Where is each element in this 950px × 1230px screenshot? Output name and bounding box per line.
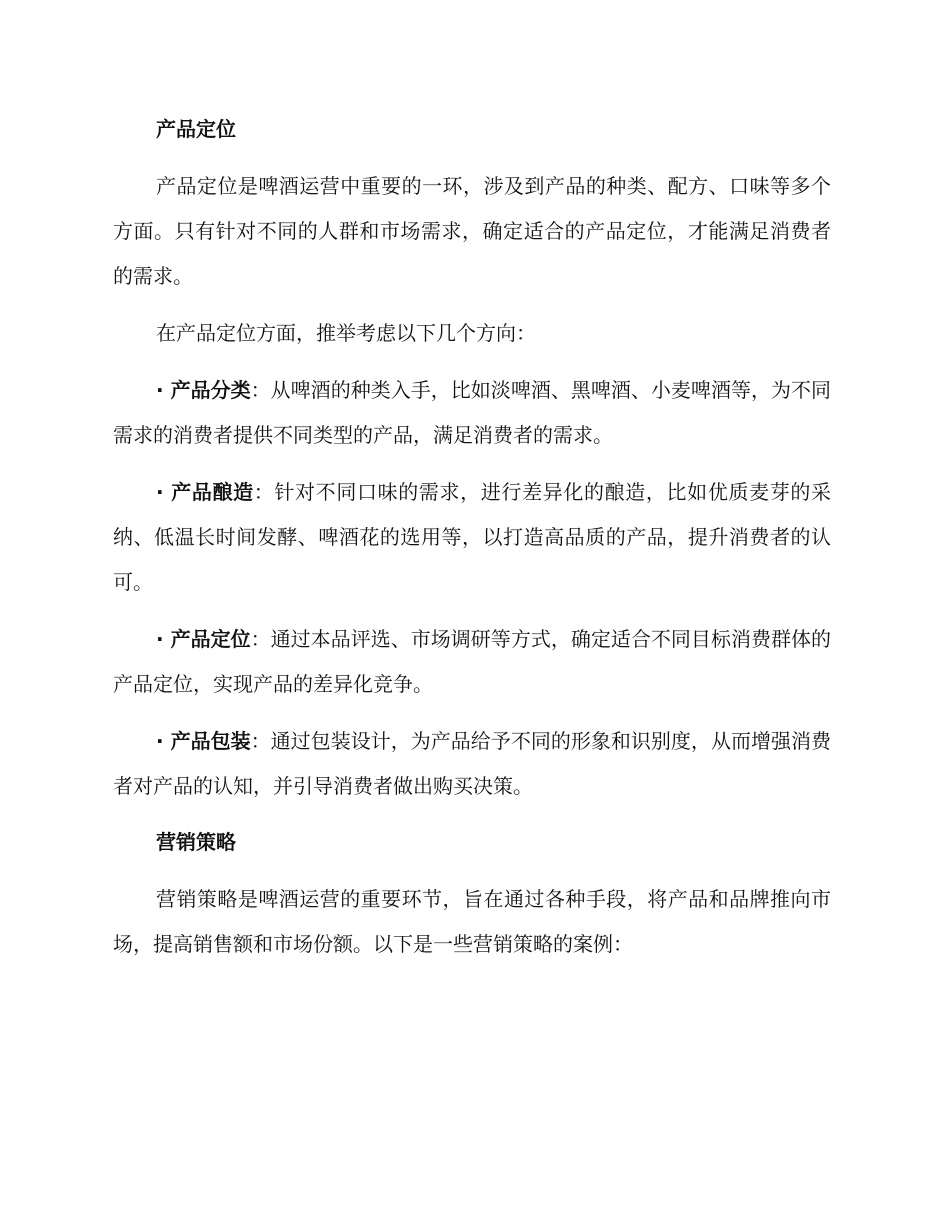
bullet-text: ：从啤酒的种类入手，比如淡啤酒、黑啤酒、小麦啤酒等，为不同需求的消费者提供不同类型的产品，满足消费者的需求。 [113,378,832,447]
paragraph-marketing-strategy-intro: 营销策略是啤酒运营的重要环节，旨在通过各种手段，将产品和品牌推向市场，提高销售额和市场份额。以下是一些营销策略的案例： [113,887,831,956]
bullet-product-positioning [113,617,831,707]
bullet-product-classification [113,368,831,458]
bullet-text: ：通过本品评选、市场调研等方式，确定适合不同目标消费群体的产品定位，实现产品的差异化竞争。 [113,627,832,696]
bullet-product-brewing [113,470,831,605]
bullet-label: · 产品酿造 [156,480,254,504]
bullet-label: · 产品包装 [156,729,251,753]
section-heading-marketing-strategy: 营销策略 [156,830,236,854]
bullet-text: ：针对不同口味的需求，进行差异化的酿造，比如优质麦芽的采纳、低温长时间发酵、啤酒花的选用等，以打造高品质的产品，提升消费者的认可。 [113,480,832,594]
paragraph-product-positioning-lead: 在产品定位方面，推举考虑以下几个方向： [156,321,536,345]
section-heading-product-positioning: 产品定位 [156,117,236,141]
document-page [113,108,831,967]
bullet-label: · 产品定位 [156,627,251,651]
bullet-product-packaging [113,719,831,809]
bullet-label: · 产品分类 [156,378,251,402]
bullet-text: ：通过包装设计，为产品给予不同的形象和识别度，从而增强消费者对产品的认知，并引导消费者做出购买决策。 [113,729,832,798]
paragraph-product-positioning-intro: 产品定位是啤酒运营中重要的一环，涉及到产品的种类、配方、口味等多个方面。只有针对不同的人群和市场需求，确定适合的产品定位，才能满足消费者的需求。 [113,174,831,288]
